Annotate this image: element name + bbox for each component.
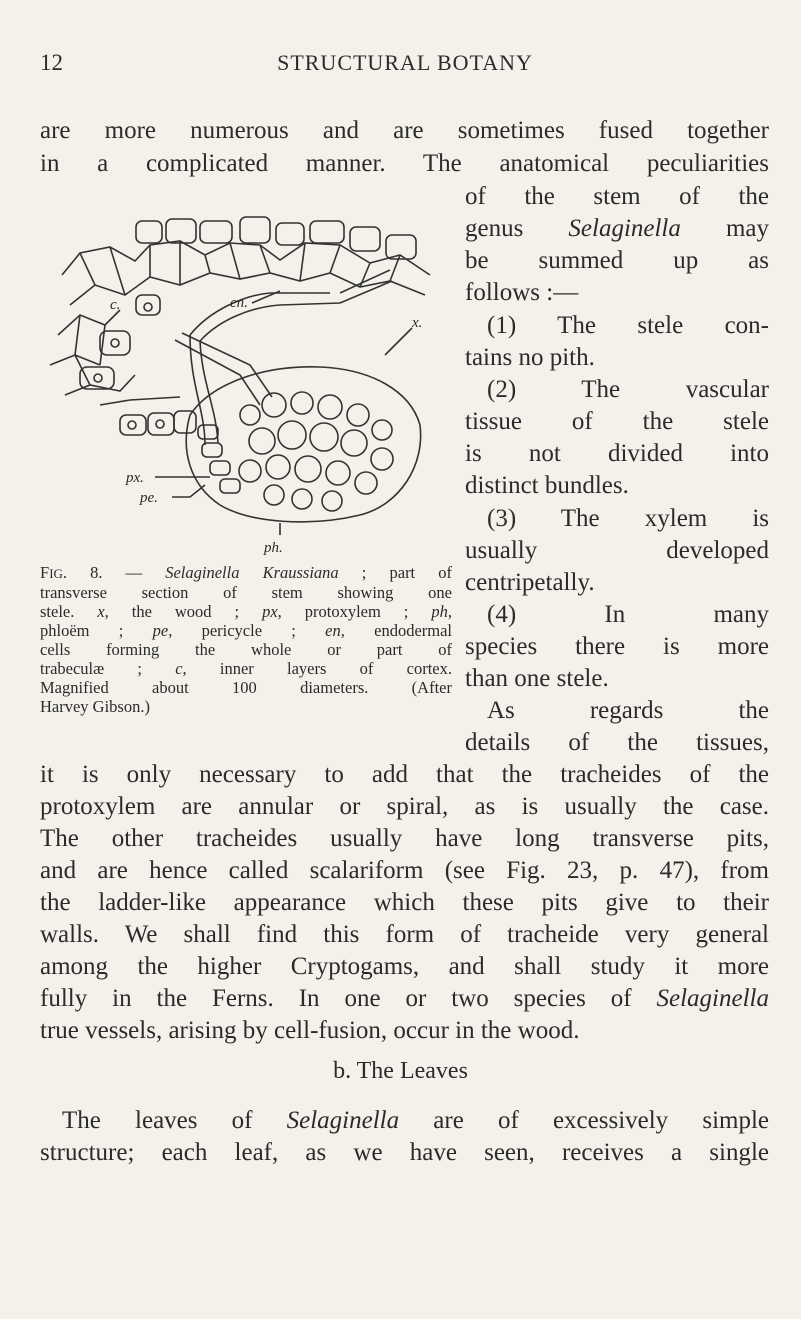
genus-name: Selaginella [656, 985, 769, 1012]
text-line: be summed up as [465, 247, 769, 274]
caption-line: cells forming the whole or part of [40, 640, 452, 659]
text-line: (2) The vascular [487, 376, 769, 403]
figure-caption [40, 563, 452, 716]
text-line: genus Selaginella may [465, 215, 770, 242]
figure-label-px: px. [126, 470, 144, 486]
caption-line: phloëm ; pe, pericycle ; en, endodermal [40, 621, 453, 640]
section-heading: b. The Leaves [333, 1058, 468, 1084]
text-line: The leaves of Selaginella are of excessively simple [62, 1107, 769, 1134]
figure-label-en: en. [230, 295, 248, 311]
text-line: species there is more [465, 633, 769, 660]
text-line: fully in the Ferns. In one or two species of Selaginella [40, 985, 769, 1012]
caption-line: Harvey Gibson.) [40, 697, 150, 716]
caption-line: transverse section of stem showing one [40, 583, 452, 602]
text-line: in a complicated manner. The anatomical peculiarities [40, 150, 769, 177]
page-header [40, 50, 770, 84]
figure-label-pe: pe. [140, 490, 158, 506]
text-line: among the higher Cryptogams, and shall study it more [40, 953, 769, 980]
figure-label-ph: ph. [264, 540, 283, 555]
text-line: (4) In many [487, 601, 769, 628]
text-line: details of the tissues, [465, 729, 769, 756]
text-line: it is only necessary to add that the tracheides of the [40, 761, 769, 788]
text-line: and are hence called scalariform (see Fig. 23, p. 47), from [40, 857, 769, 884]
text-line: the ladder-like appearance which these pits give to their [40, 889, 769, 916]
text-line: centripetally. [465, 569, 595, 596]
text-line: protoxylem are annular or spiral, as is usually the case. [40, 793, 769, 820]
text-line: than one stele. [465, 665, 609, 692]
text-line: true vessels, arising by cell-fusion, occur in the wood. [40, 1017, 580, 1044]
text-line: The other tracheides usually have long transverse pits, [40, 825, 769, 852]
text-line: are more numerous and are sometimes fused together [40, 117, 769, 144]
page-number: 12 [40, 50, 63, 75]
text-line: is not divided into [465, 440, 769, 467]
figure-label-c: c. [110, 297, 121, 313]
text-line: As regards the [487, 697, 769, 724]
text-line: (3) The xylem is [487, 505, 769, 532]
text-line: (1) The stele con- [487, 312, 769, 339]
caption-line: FIG. 8. — Selaginella Kraussiana ; part of [40, 563, 452, 582]
caption-line: stele. x, the wood ; px, protoxylem ; ph, [40, 602, 452, 621]
stem-section-figure [40, 215, 450, 555]
text-line: tissue of the stele [465, 408, 769, 435]
text-line: distinct bundles. [465, 472, 629, 499]
genus-name: Selaginella [286, 1107, 400, 1134]
text-line: of the stem of the [465, 183, 769, 210]
text-line: usually developed [465, 537, 769, 564]
text-line: tains no pith. [465, 344, 595, 371]
running-title: STRUCTURAL BOTANY [277, 50, 533, 75]
figure-label-x: x. [412, 315, 423, 331]
text-line: walls. We shall find this form of tracheide very general [40, 921, 769, 948]
text-line: structure; each leaf, as we have seen, receives a single [40, 1139, 769, 1166]
caption-line: trabeculæ ; c, inner layers of cortex. [40, 659, 452, 678]
genus-name: Selaginella [568, 215, 681, 242]
caption-line: Magnified about 100 diameters. (After [40, 678, 452, 697]
text-line: follows :— [465, 279, 579, 306]
